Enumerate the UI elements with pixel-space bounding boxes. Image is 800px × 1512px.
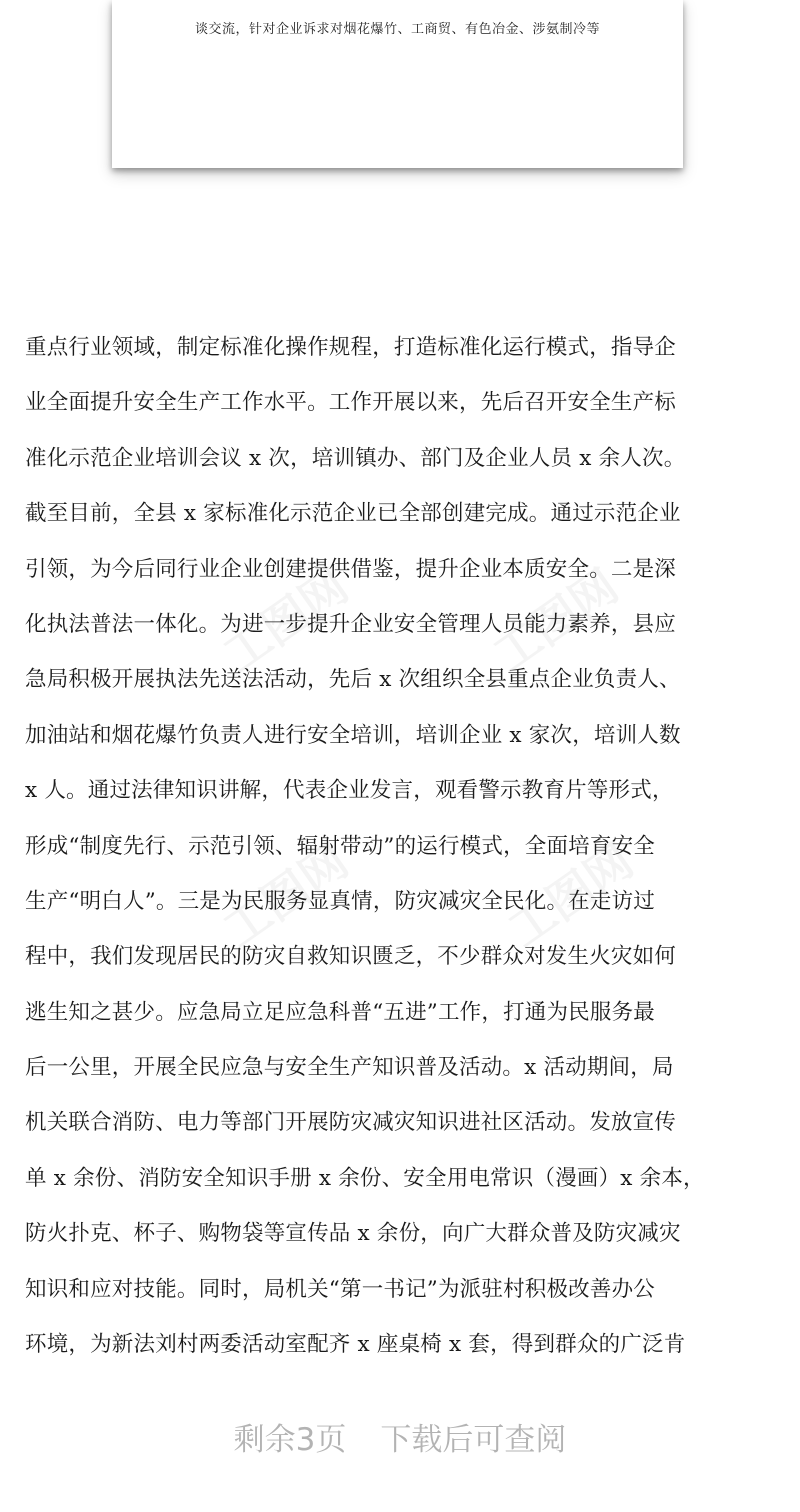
body-line: 逃生知之甚少。应急局立足应急科普“五进”工作，打通为民服务最 xyxy=(25,999,655,1025)
watermark: 工图网 xyxy=(498,833,643,958)
download-hint-label[interactable]: 下载后可查阅 xyxy=(380,1422,567,1458)
body-line: 化执法普法一体化。为进一步提升企业安全管理人员能力素养，县应 xyxy=(25,611,677,637)
document-body xyxy=(25,326,785,1378)
body-line: x 人。通过法律知识讲解，代表企业发言，观看警示教育片等形式， xyxy=(25,778,674,804)
watermark: 工图网 xyxy=(213,558,358,683)
body-line: 知识和应对技能。同时，局机关“第一书记”为派驻村积极改善办公 xyxy=(25,1276,655,1302)
watermark: 工图网 xyxy=(483,558,628,683)
body-line: 防火扑克、杯子、购物袋等宣传品 x 余份，向广大群众普及防灾减灾 xyxy=(25,1221,681,1247)
body-line: 引领，为今后同行业企业创建提供借鉴，提升企业本质安全。二是深 xyxy=(25,556,677,582)
body-line: 后一公里，开展全民应急与安全生产知识普及活动。x 活动期间，局 xyxy=(25,1055,674,1081)
previous-page-preview xyxy=(112,0,683,168)
download-prompt[interactable] xyxy=(0,1414,800,1459)
body-line: 机关联合消防、电力等部门开展防灾减灾知识进社区活动。发放宣传 xyxy=(25,1110,677,1136)
body-line: 生产“明白人”。三是为民服务显真情，防灾减灾全民化。在走访过 xyxy=(25,888,655,914)
body-line: 加油站和烟花爆竹负责人进行安全培训，培训企业 x 家次，培训人数 xyxy=(25,722,681,748)
body-line: 重点行业领域，制定标准化操作规程，打造标准化运行模式，指导企 xyxy=(25,335,677,360)
remaining-pages-label[interactable]: 剩余3页 xyxy=(233,1422,347,1458)
body-line: 截至目前，全县 x 家标准化示范企业已全部创建完成。通过示范企业 xyxy=(25,501,681,527)
body-line: 急局积极开展执法先送法活动，先后 x 次组织全县重点企业负责人、 xyxy=(25,667,681,693)
preview-text: 谈交流，针对企业诉求对烟花爆竹、工商贸、有色冶金、涉氨制冷等 xyxy=(194,22,600,37)
body-line: 业全面提升安全生产工作水平。工作开展以来，先后召开安全生产标 xyxy=(25,390,677,416)
body-line: 单 x 余份、消防安全知识手册 x 余份、安全用电常识（漫画）x 余本， xyxy=(25,1165,705,1191)
body-line: 程中，我们发现居民的防灾自救知识匮乏，不少群众对发生火灾如何 xyxy=(25,944,677,970)
body-line: 环境，为新法刘村两委活动室配齐 x 座桌椅 x 套，得到群众的广泛肯 xyxy=(25,1332,686,1358)
body-line: 准化示范企业培训会议 x 次，培训镇办、部门及企业人员 x 余人次。 xyxy=(25,445,686,471)
watermark: 工图网 xyxy=(213,833,358,958)
body-line: 形成“制度先行、示范引领、辐射带动”的运行模式，全面培育安全 xyxy=(25,833,655,859)
